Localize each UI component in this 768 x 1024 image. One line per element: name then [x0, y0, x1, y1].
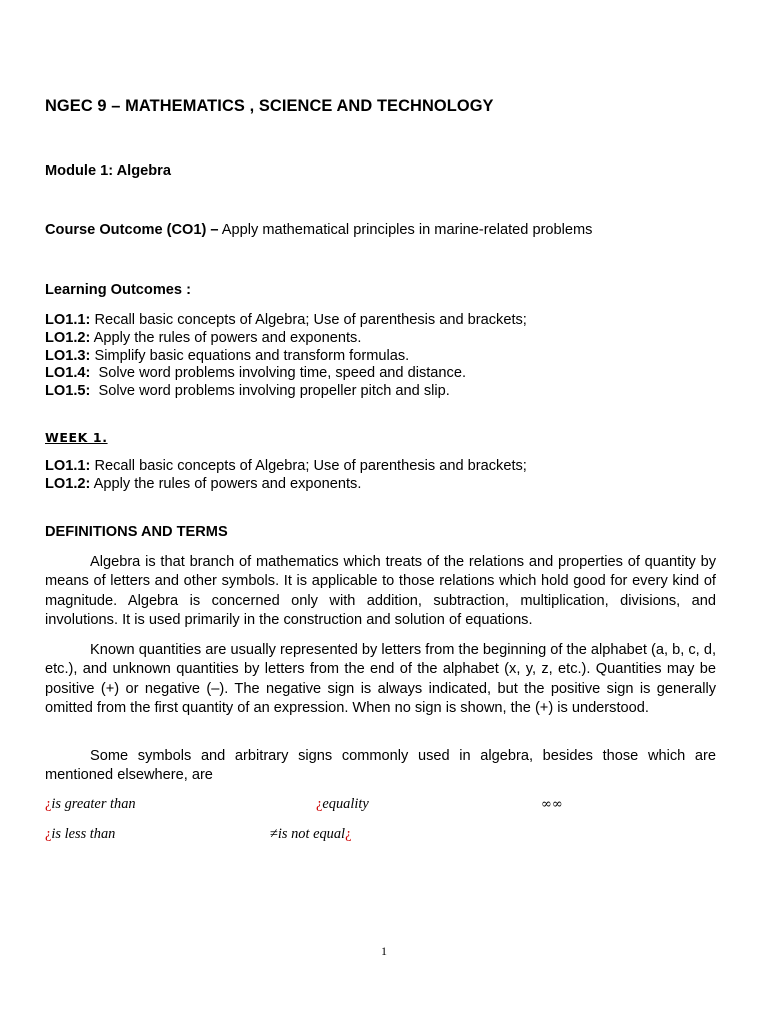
symbol-label: equality [322, 796, 369, 812]
symbol-less-than [45, 826, 115, 843]
outcome-text: Recall basic concepts of Algebra; Use of parenthesis and brackets; [90, 312, 527, 328]
outcome-text: Apply the rules of powers and exponents. [90, 329, 362, 346]
page-number: 1 [381, 944, 387, 958]
symbol-infinity [541, 796, 563, 813]
outcome-text: Recall basic concepts of Algebra; Use of parenthesis and brackets; [90, 458, 527, 474]
symbol-not-equal [270, 826, 351, 843]
infinity-glyph: ∞∞ [541, 797, 563, 812]
definitions-heading: DEFINITIONS AND TERMS [45, 524, 228, 540]
symbol-label: is greater than [51, 796, 136, 812]
symbol-label: is not equal [277, 826, 346, 842]
outcome-code: LO1.3: [45, 347, 91, 364]
week-heading: WEEK 1. [45, 430, 108, 445]
week-outcomes-list [45, 458, 716, 494]
module-heading: Module 1: Algebra [45, 163, 171, 179]
not-equal-glyph: ≠ [270, 826, 278, 842]
inverted-question-glyph: ¿ [316, 796, 323, 812]
paragraph-algebra-definition: Algebra is that branch of mathematics which treats of the relations and properties of quantity by means of letters and other symbols. It is applicable to those relations which hold good for every kind of magnitude. Algebra is concerned only with addition, subtraction, multiplication, divisions, and involutions. It is used primarily in the construction and solution of equations. [45, 554, 716, 629]
course-outcome-label: Course Outcome (CO1) – [45, 222, 219, 238]
outcome-code: LO1.1: [45, 312, 91, 328]
outcome-code: LO1.4: [45, 365, 91, 382]
course-outcome-text: Apply mathematical principles in marine-related problems [218, 222, 593, 238]
learning-outcome-item [45, 312, 716, 330]
paragraph-known-quantities: Known quantities are usually represented by letters from the beginning of the alphabet (a, b, c, d, etc.), and unknown quantities by letters from the end of the alphabet (x, y, z, etc.). Quantities may be positive (+) or negative (–). The negative sign is always indicated, but the positive sign is generally omitted from the first quantity of an expression. When no sign is shown, the (+) is understood. [45, 642, 716, 717]
outcome-code: LO1.2: [45, 475, 91, 492]
outcome-text: Simplify basic equations and transform formulas. [90, 347, 410, 364]
inverted-question-glyph: ¿ [345, 826, 352, 842]
outcome-code: LO1.5: [45, 383, 91, 400]
learning-outcome-item [45, 330, 716, 348]
outcome-text: Solve word problems involving time, speed and distance. [90, 365, 467, 382]
inverted-question-glyph: ¿ [45, 826, 52, 842]
learning-outcome-item [45, 348, 716, 366]
paragraph-symbols-intro: Some symbols and arbitrary signs commonly used in algebra, besides those which are mentioned elsewhere, are [45, 748, 716, 784]
outcome-code: LO1.2: [45, 329, 91, 346]
learning-outcome-item [45, 383, 716, 401]
symbol-greater-than [45, 796, 136, 813]
learning-outcomes-heading: Learning Outcomes : [45, 282, 191, 298]
document-title: NGEC 9 – MATHEMATICS , SCIENCE AND TECHNOLOGY [45, 97, 494, 115]
learning-outcome-item [45, 365, 716, 383]
learning-outcomes-list [45, 312, 716, 401]
inverted-question-glyph: ¿ [45, 796, 52, 812]
course-outcome [45, 222, 716, 238]
symbol-label: is less than [51, 826, 116, 842]
outcome-text: Solve word problems involving propeller pitch and slip. [90, 383, 450, 400]
outcome-text: Apply the rules of powers and exponents. [90, 475, 362, 492]
week-outcome-item [45, 476, 716, 494]
week-outcome-item [45, 458, 716, 476]
symbol-equality [316, 796, 369, 813]
outcome-code: LO1.1: [45, 458, 91, 474]
